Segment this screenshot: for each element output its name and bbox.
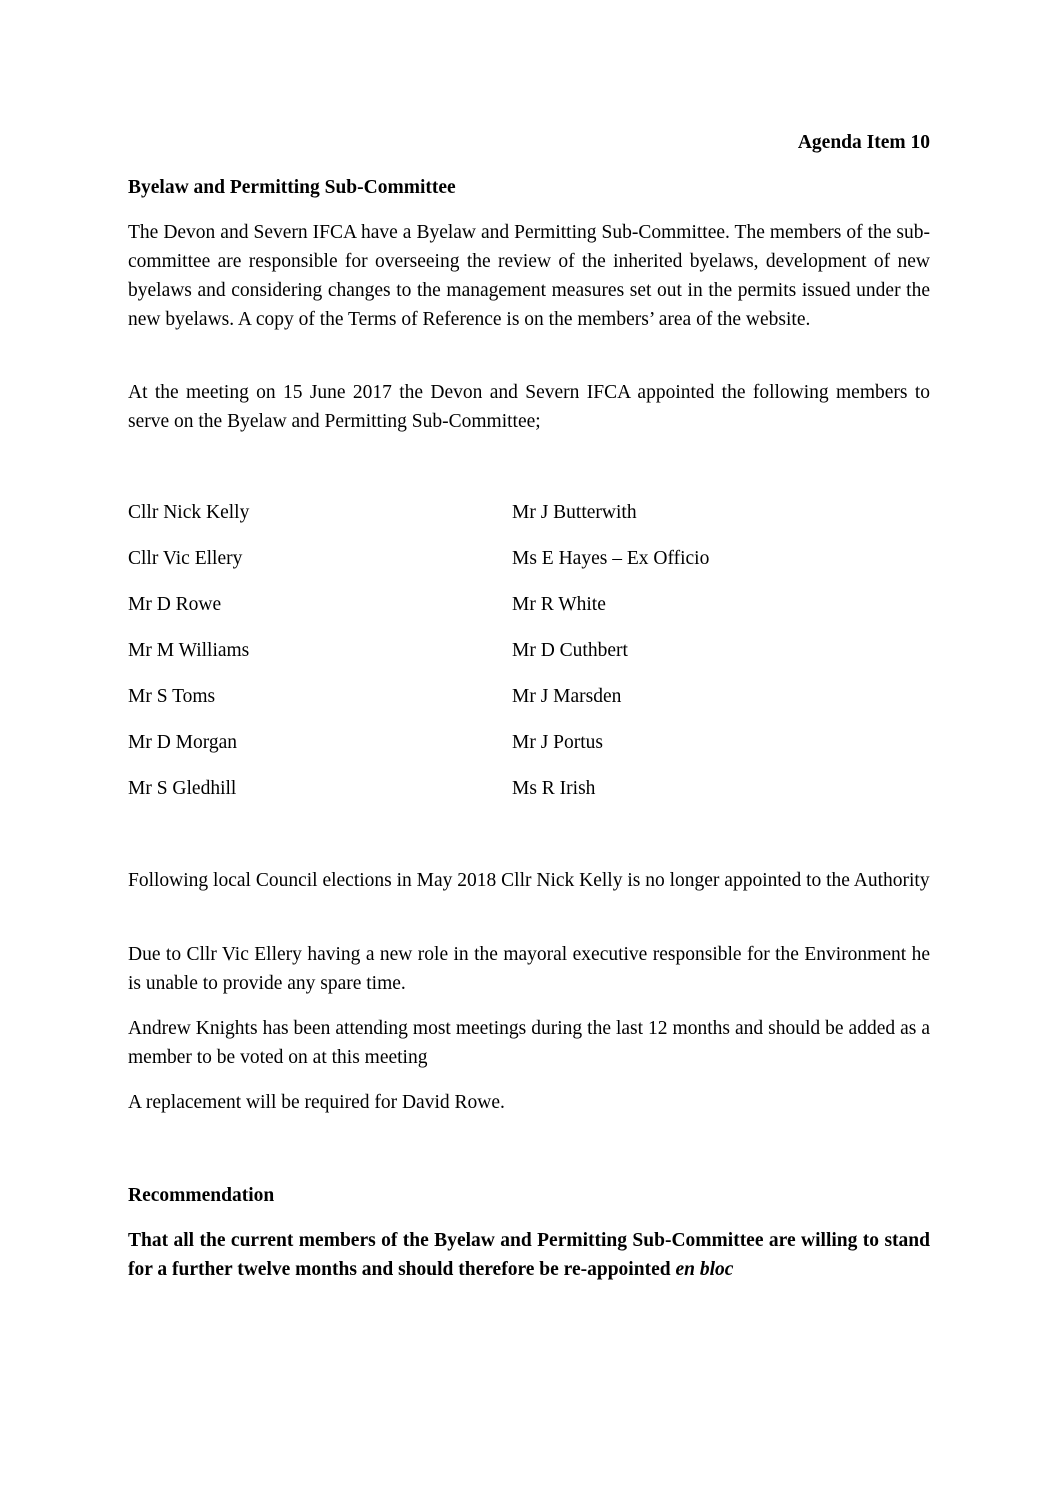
member-row	[128, 774, 930, 820]
member-name: Mr D Cuthbert	[512, 640, 628, 661]
member-name: Mr S Gledhill	[128, 778, 237, 799]
member-name: Mr D Rowe	[128, 594, 222, 615]
members-list	[128, 498, 930, 820]
member-name: Mr R White	[512, 594, 606, 615]
member-name: Ms R Irish	[512, 778, 596, 799]
recommendation-text	[128, 1226, 930, 1284]
member-row	[128, 682, 930, 728]
section-heading: Byelaw and Permitting Sub-Committee	[128, 177, 456, 198]
ellery-paragraph: Due to Cllr Vic Ellery having a new role in the mayoral executive responsible for the Environment he is unable to provide any spare time.	[128, 944, 930, 994]
intro-paragraph: The Devon and Severn IFCA have a Byelaw and Permitting Sub-Committee. The members of the sub-committee are responsible for overseeing the review of the inherited byelaws, development of new byelaws and considering changes to the management measures set out in the permits issued under the new byelaws. A copy of the Terms of Reference is on the members’ area of the website.	[128, 222, 930, 330]
knights-paragraph: Andrew Knights has been attending most meetings during the last 12 months and should be added as a member to be voted on at this meeting	[128, 1018, 930, 1068]
member-name: Mr M Williams	[128, 640, 250, 661]
agenda-item-label: Agenda Item 10	[797, 132, 930, 153]
member-name: Mr D Morgan	[128, 732, 238, 753]
member-name: Cllr Vic Ellery	[128, 548, 243, 569]
member-name: Mr J Portus	[512, 732, 604, 753]
member-row	[128, 498, 930, 544]
member-row	[128, 728, 930, 774]
member-name: Mr J Marsden	[512, 686, 622, 707]
member-row	[128, 590, 930, 636]
member-row	[128, 544, 930, 590]
member-name: Ms E Hayes – Ex Officio	[512, 548, 710, 569]
member-name: Cllr Nick Kelly	[128, 502, 250, 523]
member-row	[128, 636, 930, 682]
recommendation-emphasis: en bloc	[675, 1259, 734, 1280]
member-name: Mr J Butterwith	[512, 502, 637, 523]
recommendation-heading: Recommendation	[128, 1185, 275, 1206]
meeting-paragraph: At the meeting on 15 June 2017 the Devon and Severn IFCA appointed the following members to serve on the Byelaw and Permitting Sub-Committee;	[128, 382, 930, 432]
member-name: Mr S Toms	[128, 686, 216, 707]
recommendation-body: That all the current members of the Byelaw and Permitting Sub-Committee are willing to stand for a further twelve months and should therefore be re-appointed	[128, 1230, 930, 1280]
elections-paragraph: Following local Council elections in May 2018 Cllr Nick Kelly is no longer appointed to the Authority	[128, 870, 930, 891]
rowe-paragraph: A replacement will be required for David Rowe.	[128, 1092, 505, 1113]
